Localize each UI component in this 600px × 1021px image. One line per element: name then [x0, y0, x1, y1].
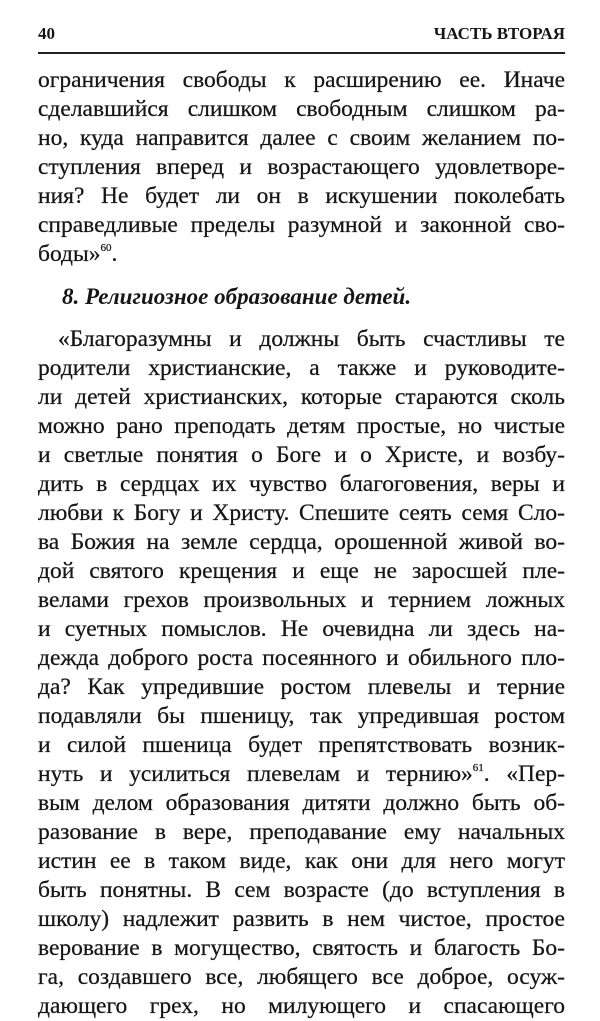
line-text: разование в вере, преподавание ему начальных [38, 819, 565, 845]
running-title: ЧАСТЬ ВТОРАЯ [433, 24, 565, 43]
line-text: ли детей христианских, которые стараются сколь [38, 384, 565, 410]
section-heading: 8. Религиозное образование детей. [62, 284, 412, 309]
line-text: да? Как упредившие ростом плевелы и терние [38, 674, 565, 700]
text-line [38, 789, 565, 818]
line-text: подавляли бы пшеницу, так упредившая ростом [38, 703, 565, 729]
text-line [38, 905, 565, 934]
text-line [38, 95, 565, 124]
line-text: ограничения свободы к расширению ее. Иначе [38, 67, 565, 93]
text-line [38, 325, 565, 354]
text-line [38, 182, 565, 211]
line-text: ва Божия на земле сердца, орошенной живой во- [38, 529, 565, 555]
text-line [38, 992, 565, 1021]
line-text: велами грехов произвольных и терниeм ложных [38, 587, 565, 613]
text-line [38, 240, 565, 269]
text-line [38, 963, 565, 992]
line-text: дежда доброго роста посеянного и обильного пло- [38, 645, 565, 671]
line-text: любви к Богу и Христу. Спешите сеять семя Сло- [38, 500, 565, 526]
line-text: и силой пшеница будет препятствовать возник- [38, 732, 565, 758]
line-text-after: . «Пер- [483, 761, 565, 787]
text-line [38, 528, 565, 557]
text-line [38, 499, 565, 528]
line-text: истин ее в таком виде, как они для него могут [38, 848, 565, 874]
line-text: но, куда направится далее с своим желанием по- [38, 125, 565, 151]
line-text: сделавшийся слишком свободным слишком ра- [38, 96, 565, 122]
text-line [38, 586, 565, 615]
text-line [38, 847, 565, 876]
line-text: дающего грех, но милующего и спасающего [38, 993, 565, 1019]
text-line [38, 354, 565, 383]
line-text: дой святого крещения и еще не заросшей пле- [38, 558, 565, 584]
text-line [38, 441, 565, 470]
footnote-reference: 61 [472, 762, 484, 774]
text-line [38, 124, 565, 153]
line-text: дить в сердцах их чувство благоговения, веры и [38, 471, 565, 497]
text-line [38, 615, 565, 644]
text-line [38, 876, 565, 905]
line-text: нуть и усилиться плевелам и тернию» [38, 761, 473, 787]
text-line [38, 383, 565, 412]
text-line [38, 153, 565, 182]
text-line [38, 934, 565, 963]
text-line [38, 644, 565, 673]
text-line [38, 557, 565, 586]
text-line [38, 470, 565, 499]
paragraph-religious-education [38, 325, 565, 1021]
text-line [38, 66, 565, 95]
text-line [38, 818, 565, 847]
text-line [38, 211, 565, 240]
line-text: школу) надлежит развить в нем чистое, простое [38, 906, 565, 932]
line-text: га, создавшего все, любящего все доброе, осуж- [38, 964, 565, 990]
text-line [38, 731, 565, 760]
line-text: и суетных помыслов. Не очевидна ли здесь на- [38, 616, 565, 642]
line-text: родители христианские, а также и руководите- [38, 355, 565, 381]
text-line [38, 702, 565, 731]
line-text: «Благоразумны и должны быть счастливы те [58, 326, 565, 352]
line-text: ступления вперед и возрастающего удовлетворе- [38, 154, 565, 180]
text-line [38, 412, 565, 441]
line-text: и светлые понятия о Боге и о Христе, и возбу- [38, 442, 565, 468]
line-text-after: . [111, 241, 118, 267]
line-text: верование в могущество, святость и благость Бо- [38, 935, 565, 961]
page-number: 40 [38, 24, 55, 43]
line-text: можно рано преподать детям простые, но чистые [38, 413, 565, 439]
text-line [38, 673, 565, 702]
paragraph-continuation [38, 66, 565, 269]
line-text: ния? Не будет ли он в искушении поколебать [38, 183, 565, 209]
line-text: вым делом образования дитяти должно быть об- [38, 790, 565, 816]
footnote-reference: 60 [100, 242, 112, 254]
line-text: быть понятны. В сем возрасте (до вступления в [38, 877, 565, 903]
text-line [38, 760, 565, 789]
line-text: боды» [38, 241, 101, 267]
line-text: справедливые пределы разумной и законной сво- [38, 212, 565, 238]
running-header [38, 18, 565, 54]
